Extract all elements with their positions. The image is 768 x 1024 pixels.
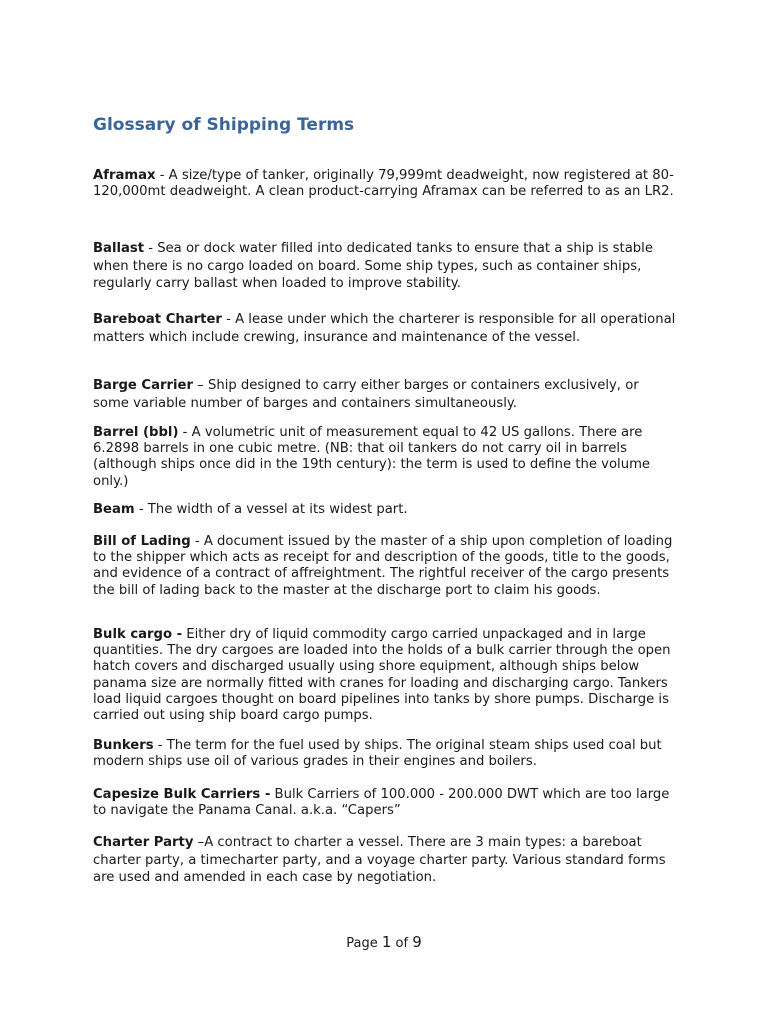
glossary-definition: - The term for the fuel used by ships. The original steam ships used coal but modern ships use oil of various grades in their engines and boilers. xyxy=(93,738,662,770)
glossary-definition: - A size/type of tanker, originally 79,999mt deadweight, now registered at 80-120,000mt deadweight. A clean product-carrying Aframax can be referred to as an LR2. xyxy=(93,168,674,200)
page-number-footer xyxy=(0,933,768,951)
glossary-term: Barge Carrier xyxy=(93,378,193,393)
document-title: Glossary of Shipping Terms xyxy=(93,115,355,135)
of-word: of xyxy=(395,936,409,951)
glossary-definition: - A document issued by the master of a ship upon completion of loading to the shipper which acts as receipt for and description of the goods, title to the goods, and evidence of a contract of affreightment. The rightful receiver of the cargo presents the bill of lading back to the master at the discharge port to claim his goods. xyxy=(93,534,673,598)
glossary-entry-barrel xyxy=(93,425,678,490)
glossary-definition: Either dry of liquid commodity cargo carried unpackaged and in large quantities. The dry cargoes are loaded into the holds of a bulk carrier through the open hatch covers and discharged usually using shore equipment, although ships below panama size are normally fitted with cranes for loading and discharging cargo. Tankers load liquid cargoes thought on board pipelines into tanks by shore pumps. Discharge is carried out using ship board cargo pumps. xyxy=(93,627,671,724)
glossary-definition: Bulk Carriers of 100.000 - 200.000 DWT which are too large to navigate the Panama Canal. a.k.a. “Capers” xyxy=(93,787,670,819)
glossary-term: Bulk cargo - xyxy=(93,627,183,642)
glossary-entry-barge-carrier xyxy=(93,377,678,412)
total-pages-number: 9 xyxy=(412,933,422,951)
glossary-term: Barrel (bbl) xyxy=(93,425,179,440)
page-word: Page xyxy=(346,936,378,951)
glossary-term: Beam xyxy=(93,502,135,517)
glossary-term: Bunkers xyxy=(93,738,154,753)
glossary-entry-beam xyxy=(93,502,678,518)
glossary-term: Bill of Lading xyxy=(93,534,191,549)
glossary-term: Aframax xyxy=(93,168,156,183)
glossary-entry-bunkers xyxy=(93,738,678,770)
glossary-term: Bareboat Charter xyxy=(93,312,222,327)
current-page-number: 1 xyxy=(381,933,392,951)
glossary-entry-bareboat-charter xyxy=(93,311,678,346)
glossary-entry-bulk-cargo xyxy=(93,627,678,724)
glossary-definition: –A contract to charter a vessel. There are 3 main types: a bareboat charter party, a timecharter party, and a voyage charter party. Various standard forms are used and amended in each case by negotiation. xyxy=(93,835,666,885)
glossary-entry-capesize-bulk-carriers xyxy=(93,787,678,819)
glossary-definition: - Sea or dock water filled into dedicated tanks to ensure that a ship is stable when there is no cargo loaded on board. Some ship types, such as container ships, regularly carry ballast when loaded to improve stability. xyxy=(93,241,653,291)
glossary-term: Ballast xyxy=(93,241,145,256)
glossary-term: Charter Party xyxy=(93,835,194,850)
glossary-definition: - A volumetric unit of measurement equal to 42 US gallons. There are 6.2898 barrels in one cubic metre. (NB: that oil tankers do not carry oil in barrels (although ships once did in the 19th century): the term is used to define the volume only.) xyxy=(93,425,651,489)
glossary-definition: – Ship designed to carry either barges or containers exclusively, or some variable number of barges and containers simultaneously. xyxy=(93,378,639,411)
glossary-term: Capesize Bulk Carriers - xyxy=(93,787,271,802)
glossary-entry-ballast xyxy=(93,240,678,293)
glossary-definition: - The width of a vessel at its widest part. xyxy=(134,502,408,517)
glossary-entry-charter-party xyxy=(93,834,678,887)
glossary-definition: - A lease under which the charterer is responsible for all operational matters which include crewing, insurance and maintenance of the vessel. xyxy=(93,312,676,345)
glossary-entry-bill-of-lading xyxy=(93,534,678,599)
glossary-entry-aframax xyxy=(93,168,678,200)
